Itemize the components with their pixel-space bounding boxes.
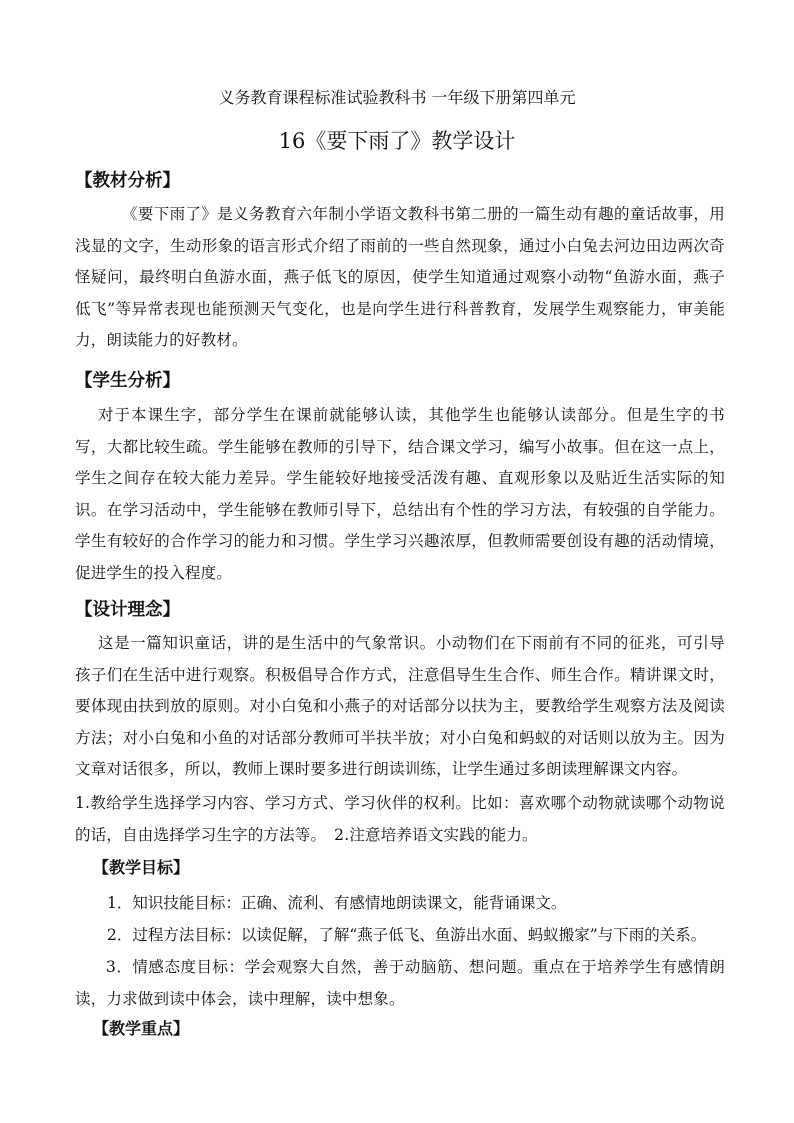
section-body-student: 对于本课生字，部分学生在课前就能够认读，其他学生也能够认读部分。但是生字的书写，大都比较生疏。学生能够在教师的引导下，结合课文学习，编写小故事。但在这一点上，学生之间存在较大能力差异。学生能较好地接受活泼有趣、直观形象以及贴近生活实际的知识。在学习活动中，学生能够在教师引导下，总结出有个性的学习方法，有较强的自学能力。学生有较好的合作学习的能力和习惯。学生学习兴趣浓厚，但教师需要创设有趣的活动情境，促进学生的投入程度。 bbox=[75, 406, 725, 582]
section-body-concept: 这是一篇知识童话，讲的是生活中的气象常识。小动物们在下雨前有不同的征兆，可引导孩子们在生活中进行观察。积极倡导合作方式，注意倡导生生合作、师生合作。精讲课文时，要体现由扶到放的原则。对小白兔和小燕子的对话部分以扶为主，要教给学生观察方法及阅读方法；对小白兔和小鱼的对话部分教师可半扶半放；对小白兔和蚂蚁的对话则以放为主。因为文章对话很多，所以，教师上课时要多进行朗读训练，让学生通过多朗读理解课文内容。 bbox=[75, 634, 725, 778]
section-heading-goals: 【教学目标】 bbox=[93, 858, 190, 877]
section-body-material: 《要下雨了》是义务教育六年制小学语文教科书第二册的一篇生动有趣的童话故事，用浅显的文字，生动形象的语言形式介绍了雨前的一些自然现象，通过小白兔去河边田边两次奇怪疑问，最终明白鱼游水面，燕子低飞的原因，使学生知道通过观察小动物“鱼游水面，燕子低飞”等异常表现也能预测天气变化，也是向学生进行科普教育，发展学生观察能力，审美能力，朗读能力的好教材。 bbox=[75, 205, 725, 349]
section-heading-focus: 【教学重点】 bbox=[93, 1019, 190, 1038]
section-heading-concept: 【设计理念】 bbox=[75, 600, 180, 620]
section-heading-material: 【教材分析】 bbox=[75, 171, 180, 191]
document-subtitle: 义务教育课程标准试验教科书 一年级下册第四单元 bbox=[218, 88, 576, 107]
document-title: 16《要下雨了》教学设计 bbox=[278, 129, 516, 153]
goal-item-2: 2．过程方法目标：以读促解，了解“燕子低飞、鱼游出水面、蚂蚁搬家”与下雨的关系。 bbox=[107, 926, 707, 944]
goal-item-3: 3．情感态度目标：学会观察大自然，善于动脑筋、想问题。重点在于培养学生有感情朗读，力求做到读中体会，读中理解，读中想象。 bbox=[75, 958, 725, 1008]
goal-item-1: 1．知识技能目标：正确、流利、有感情地朗读课文，能背诵课文。 bbox=[107, 894, 567, 912]
section-heading-student: 【学生分析】 bbox=[75, 371, 180, 391]
section-extra-concept: 1.教给学生选择学习内容、学习方式、学习伙伴的权利。比如：喜欢哪个动物就读哪个动物说的话，自由选择学习生字的方法等。 2.注意培养语文实践的能力。 bbox=[75, 794, 725, 844]
